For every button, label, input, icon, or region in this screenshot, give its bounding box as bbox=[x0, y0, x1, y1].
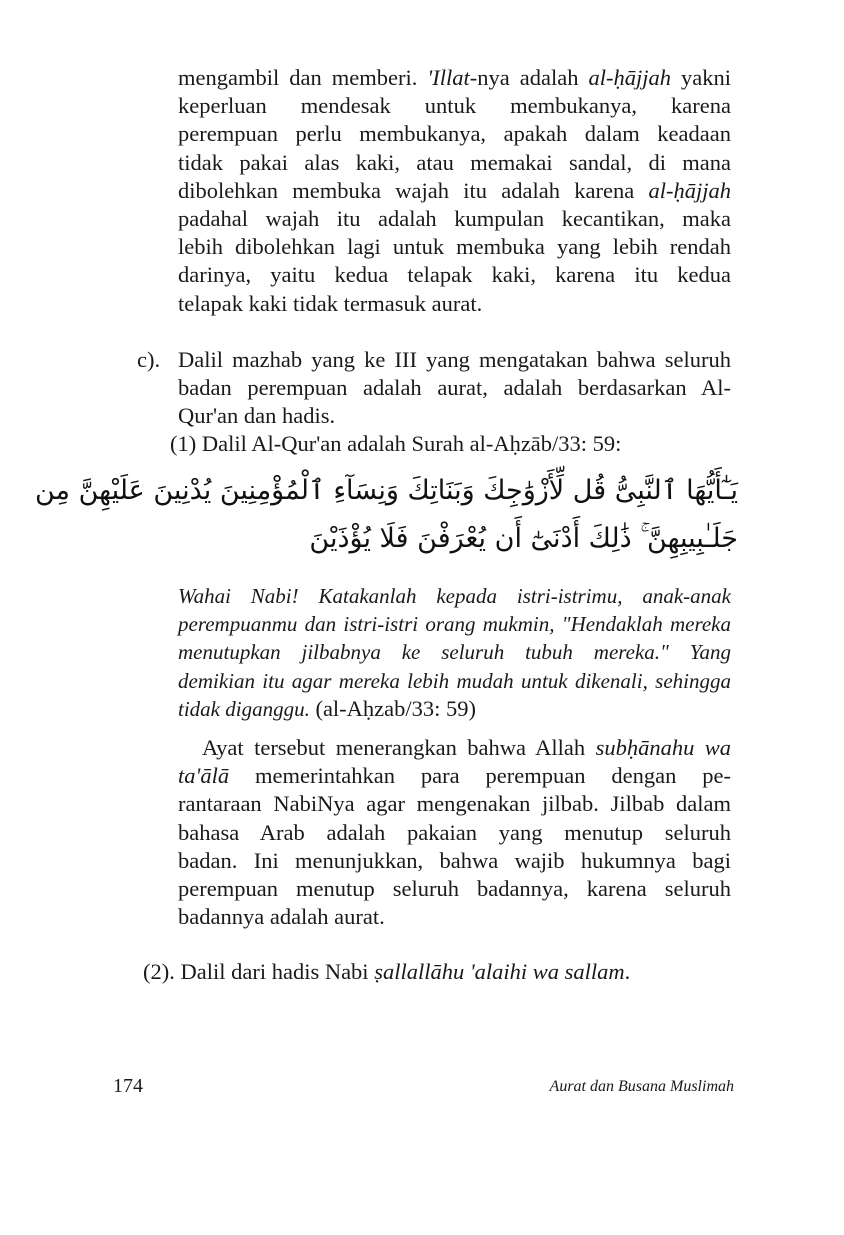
arabic-verse-line-1: يَـٰٓأَيُّهَا ٱلنَّبِىُّ قُل لِّأَزْوَٰجِكَ وَبَنَاتِكَ وَنِسَآءِ ٱلْمُؤْمِنِينَ يُدْنِينَ عَلَيْهِنَّ مِن bbox=[35, 475, 738, 506]
subheading-quran-evidence: (1) Dalil Al-Qur'an adalah Surah al-Aḥzāb/33: 59: bbox=[170, 431, 622, 456]
text-line: menutupkan jilbabnya ke seluruh tubuh mereka." Yang bbox=[178, 640, 731, 665]
arabic-verse bbox=[35, 467, 738, 567]
text-line: Wahai Nabi! Katakanlah kepada istri-istrimu, anak-anak bbox=[178, 584, 731, 608]
text-line: badan. Ini menunjukkan, bahwa wajib hukumnya bagi bbox=[178, 847, 731, 873]
text-line: tidak diganggu. (al-Aḥzab/33: 59) bbox=[178, 695, 477, 721]
text-line: perempuanmu dan istri-istri orang mukmin, "Hendaklah mereka bbox=[178, 612, 731, 637]
text-line: perempuan menutup seluruh badannya, karena seluruh bbox=[178, 876, 731, 902]
text-line: tidak pakai alas kaki, atau memakai sandal, di mana bbox=[178, 149, 731, 175]
text-line: ta'ālā memerintahkan para perempuan dengan pe- bbox=[178, 763, 731, 789]
text-line: badan perempuan adalah aurat, adalah berdasarkan Al- bbox=[178, 375, 731, 401]
text-line: lebih dibolehkan lagi untuk membuka yang lebih rendah bbox=[178, 234, 731, 260]
text-line: perempuan perlu membukanya, apakah dalam keadaan bbox=[178, 121, 731, 147]
text-line: padahal wajah itu adalah kumpulan kecantikan, maka bbox=[178, 206, 731, 232]
text-line: Dalil mazhab yang ke III yang mengatakan bahwa seluruh bbox=[178, 347, 731, 372]
arabic-verse-line-2: جَلَـٰبِيبِهِنَّ ۚ ذَٰلِكَ أَدْنَىٰٓ أَن يُعْرَفْنَ فَلَا يُؤْذَيْنَ bbox=[309, 523, 738, 554]
explanation-paragraph bbox=[178, 734, 731, 931]
text-line: Ayat tersebut menerangkan bahwa Allah subḥānahu wa bbox=[202, 735, 731, 760]
verse-translation bbox=[178, 582, 731, 723]
page-number: 174 bbox=[113, 1075, 143, 1097]
text-line: keperluan mendesak untuk membukanya, karena bbox=[178, 93, 731, 119]
text-line: bahasa Arab adalah pakaian yang menutup seluruh bbox=[178, 819, 731, 845]
section-c-label: c). bbox=[137, 347, 161, 372]
text-line: mengambil dan memberi. 'Illat-nya adalah al-ḥājjah yakni bbox=[178, 65, 731, 90]
section-c-paragraph bbox=[178, 346, 731, 431]
text-line: demikian itu agar mereka lebih mudah untuk dikenali, sehingga bbox=[178, 668, 731, 693]
running-footer-title: Aurat dan Busana Muslimah bbox=[549, 1078, 734, 1095]
text-line: darinya, yaitu kedua telapak kaki, karena itu kedua bbox=[178, 262, 731, 288]
text-line: dibolehkan membuka wajah itu adalah karena al-ḥājjah bbox=[178, 177, 731, 203]
text-line: Qur'an dan hadis. bbox=[178, 403, 336, 429]
text-line: rantaraan NabiNya agar mengenakan jilbab. Jilbab dalam bbox=[178, 791, 731, 817]
text-line: telapak kaki tidak termasuk aurat. bbox=[178, 290, 483, 316]
subheading-hadith-evidence: (2). Dalil dari hadis Nabi ṣallallāhu 'alaihi wa sallam. bbox=[143, 959, 631, 984]
continuation-paragraph bbox=[178, 64, 731, 318]
verse-reference: (al-Aḥzab/33: 59) bbox=[309, 695, 477, 721]
text-line: badannya adalah aurat. bbox=[178, 904, 385, 930]
